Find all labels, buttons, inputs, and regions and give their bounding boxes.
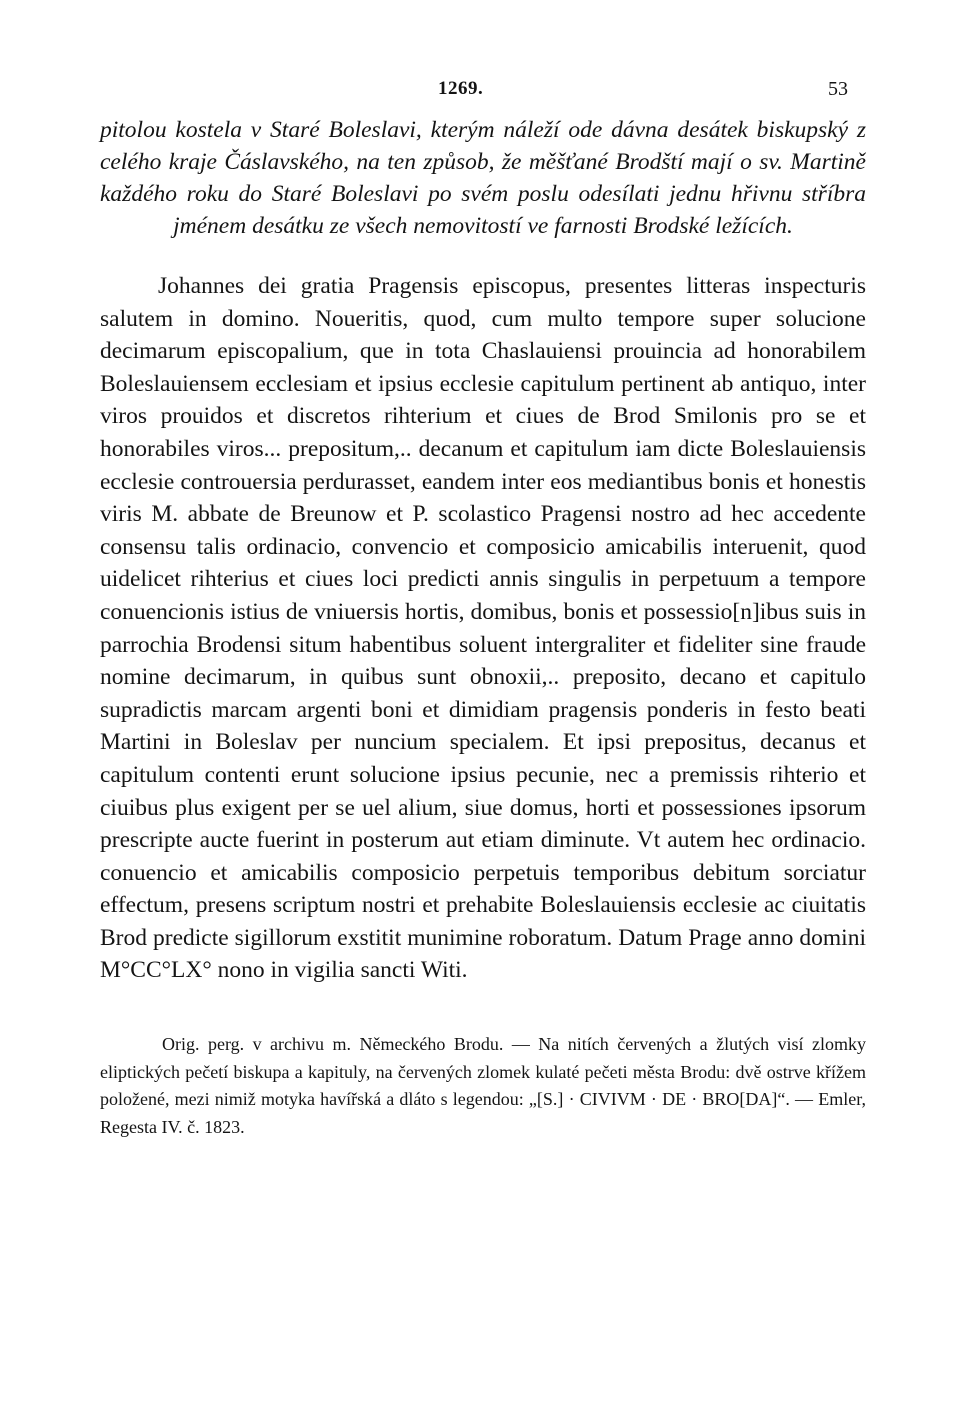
document-page xyxy=(100,78,866,1159)
source-footnote: Orig. perg. v archivu m. Německého Brodu. — Na nitích červených a žlutých visí zlomky eliptických pečetí biskupa a kapituly, na červených zlomek kulaté pečeti města Brodu: dvě ostrve křížem položené, mezi nimiž motyka havířská a dláto s legendou: „[S.] · CIVIVM · DE · BRO[DA]“. — Emler, Regesta IV. č. 1823. xyxy=(100,1034,866,1137)
latin-charter-text: Johannes dei gratia Pragensis episcopus, presentes litteras inspecturis salutem in domino. Noueritis, quod, cum multo tempore super solucione decimarum episcopalium, que in tota Chaslauiensi prouincia ad honorabilem Boleslauiensem ecclesiam et ipsius ecclesie capitulum pertinent ab antiquo, inter viros prouidos et discretos rihterium et ciues de Brod Smilonis pro se et honorabiles viros... prepositum,.. decanum et capitulum iam dicte Boleslauiensis ecclesie controuersia perdurasset, eandem inter eos mediantibus bonis et honestis viris M. abbate de Breunow et P. scolastico Pragensi nostro ad hec accedente consensu talis ordinacio, convencio et composicio amicabilis interuenit, quod uidelicet rihterius et ciues loci predicti annis singulis in perpetuum a tempore conuencionis istius de vniuersis hortis, domibus, bonis et possessio[n]ibus suis in parrochia Brodensi situm habentibus soluent intergraliter et fideliter sine fraude nomine decimarum, in quibus sunt obnoxii,.. preposito, decano et capitulo supradictis marcam argenti boni et dimidiam pragensis ponderis in festo beati Martini in Boleslav per nuncium specialem. Et ipsi prepositus, decanus et capitulum contenti erunt solucione ipsius pecunie, nec a premissis rihterio et ciuibus plus exigent per se uel alium, siue domus, horti et possessiones ipsorum prescripte aucte fuerint in posterum aut etiam diminute. Vt autem hec ordinacio. conuencio et amicabilis composicio perpetuis temporibus debitum sorciatur effectum, presens scriptum nostri et prehabite Boleslauiensis ecclesie ac ciuitatis Brod predicte sigillorum exstitit munimine roboratum. Datum Prage anno domini M°CC°LX° nono in vigilia sancti Witi. xyxy=(100,273,866,984)
page-header xyxy=(100,78,866,114)
running-head-year: 1269. xyxy=(438,78,484,99)
page-number: 53 xyxy=(828,78,848,100)
czech-regest-summary: pitolou kostela v Staré Boleslavi, kterým náleží ode dávna desátek biskupský z celého kraje Čáslavského, na ten způsob, že měšťané Brodští mají o sv. Martině každého roku do Staré Boleslavi po svém poslu odesílati jednu hřivnu stříbra jménem desátku ze všech nemovitostí ve farnosti Brodské ležících. xyxy=(100,117,866,239)
